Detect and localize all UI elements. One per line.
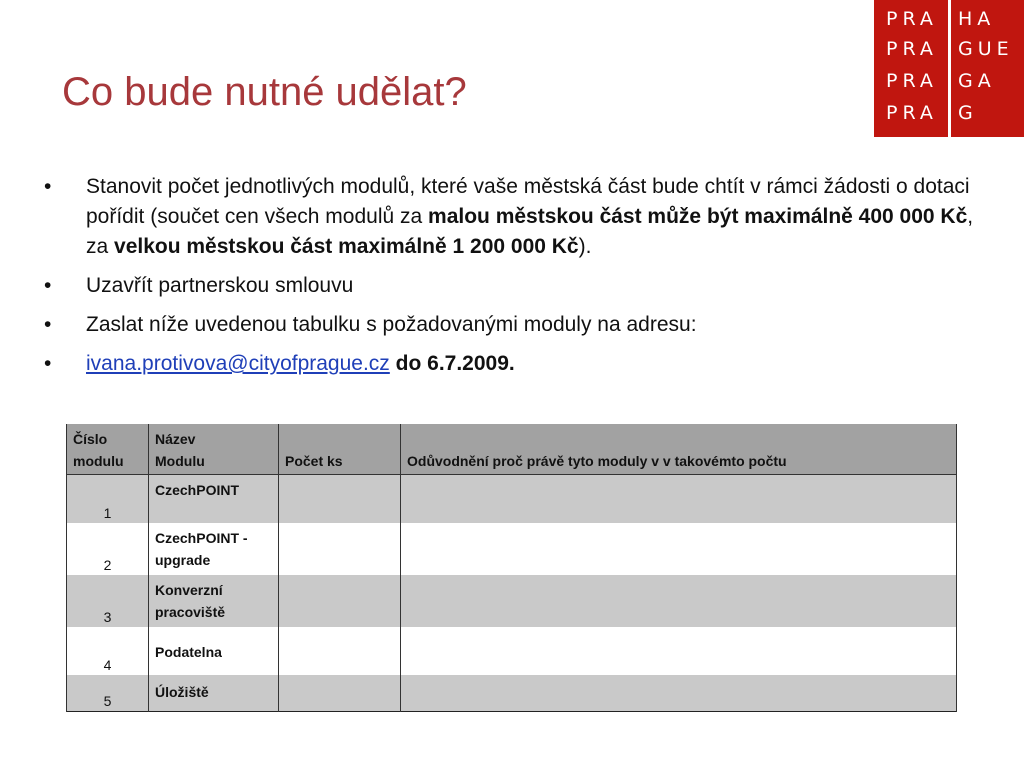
bullet-1-bold-small: malou městskou část může být maximálně 400 000 Kč xyxy=(428,205,968,228)
logo-row-3 xyxy=(874,70,1024,98)
row-reason[interactable] xyxy=(401,475,957,524)
row-module-name xyxy=(149,675,279,712)
row-reason[interactable] xyxy=(401,575,957,627)
row-module-name xyxy=(149,627,279,675)
logo-row-2-right: GUE xyxy=(958,38,1014,60)
header-module-name-l1: Název xyxy=(155,431,196,447)
row-number xyxy=(67,575,149,627)
header-module-number-l2: modulu xyxy=(73,453,124,469)
bullet-item-email xyxy=(44,349,994,379)
bullet-list xyxy=(44,172,994,388)
bullet-dot: • xyxy=(44,274,52,297)
bullet-2-text: Uzavřít partnerskou smlouvu xyxy=(86,274,354,297)
row-module-name xyxy=(149,523,279,575)
logo-row-1-right: HA xyxy=(958,8,996,30)
row-module-name-value: Úložiště xyxy=(155,684,209,700)
row-count[interactable] xyxy=(279,575,401,627)
bullet-item-send-table xyxy=(44,310,994,340)
row-reason[interactable] xyxy=(401,523,957,575)
header-module-name xyxy=(149,424,279,475)
table-row xyxy=(67,575,957,627)
header-module-number-l1: Číslo xyxy=(73,431,108,447)
modules-table xyxy=(66,424,957,712)
row-count[interactable] xyxy=(279,475,401,524)
table-row xyxy=(67,475,957,524)
row-reason[interactable] xyxy=(401,627,957,675)
row-number-value: 3 xyxy=(103,609,112,625)
slide-title: Co bude nutné udělat? xyxy=(62,70,467,114)
logo-row-1-left: PRA xyxy=(886,8,938,30)
row-count[interactable] xyxy=(279,675,401,712)
row-number xyxy=(67,627,149,675)
row-number xyxy=(67,675,149,712)
header-count xyxy=(279,424,401,475)
row-number-value: 4 xyxy=(103,657,112,673)
row-module-name xyxy=(149,475,279,524)
row-number xyxy=(67,475,149,524)
email-link[interactable]: ivana.protivova@cityofprague.cz xyxy=(86,352,390,375)
header-count-label: Počet ks xyxy=(285,453,343,469)
logo-row-4-left: PRA xyxy=(886,102,938,124)
bullet-1-text: Stanovit počet jednotlivých modulů, které vaše městská část bude chtít v rámci žádosti o dotaci pořídit (součet cen všech modulů za xyxy=(86,175,970,228)
logo-row-2 xyxy=(874,38,1024,66)
table-row xyxy=(67,627,957,675)
bullet-3-text: Zaslat níže uvedenou tabulku s požadovanými moduly na adresu: xyxy=(86,313,697,336)
logo-row-4-right: G xyxy=(958,102,978,124)
row-module-name-value: Podatelna xyxy=(155,644,222,660)
table-row xyxy=(67,523,957,575)
header-reason xyxy=(401,424,957,475)
deadline-text: do 6.7.2009. xyxy=(395,352,515,375)
row-number xyxy=(67,523,149,575)
row-number-value: 5 xyxy=(103,693,112,709)
row-reason[interactable] xyxy=(401,675,957,712)
bullet-item-partnership xyxy=(44,271,994,301)
row-number-value: 2 xyxy=(103,557,112,573)
header-reason-label: Odůvodnění proč právě tyto moduly v v takovémto počtu xyxy=(407,453,787,469)
row-number-value: 1 xyxy=(103,505,112,521)
table-row xyxy=(67,675,957,712)
bullet-1-text-mid: , za xyxy=(86,205,974,258)
table-header-row xyxy=(67,424,957,475)
header-module-number xyxy=(67,424,149,475)
bullet-dot: • xyxy=(44,313,52,336)
header-module-name-l2: Modulu xyxy=(155,453,205,469)
row-count[interactable] xyxy=(279,627,401,675)
logo-row-2-left: PRA xyxy=(886,38,938,60)
bullet-dot: • xyxy=(44,175,52,198)
bullet-item-module-count xyxy=(44,172,994,262)
logo-row-1 xyxy=(874,8,1024,36)
row-module-name-value: Konverzní pracoviště xyxy=(155,582,226,620)
bullet-1-bold-large: velkou městskou část maximálně 1 200 000 Kč xyxy=(114,235,579,258)
praha-logo xyxy=(874,0,1024,137)
bullet-1-text-end: ). xyxy=(578,235,592,258)
row-count[interactable] xyxy=(279,523,401,575)
bullet-dot: • xyxy=(44,352,52,375)
row-module-name-value: CzechPOINT - upgrade xyxy=(155,530,248,568)
logo-row-4 xyxy=(874,102,1024,130)
logo-row-3-right: GA xyxy=(958,70,996,92)
row-module-name xyxy=(149,575,279,627)
logo-row-3-left: PRA xyxy=(886,70,938,92)
row-module-name-value: CzechPOINT xyxy=(155,482,240,498)
